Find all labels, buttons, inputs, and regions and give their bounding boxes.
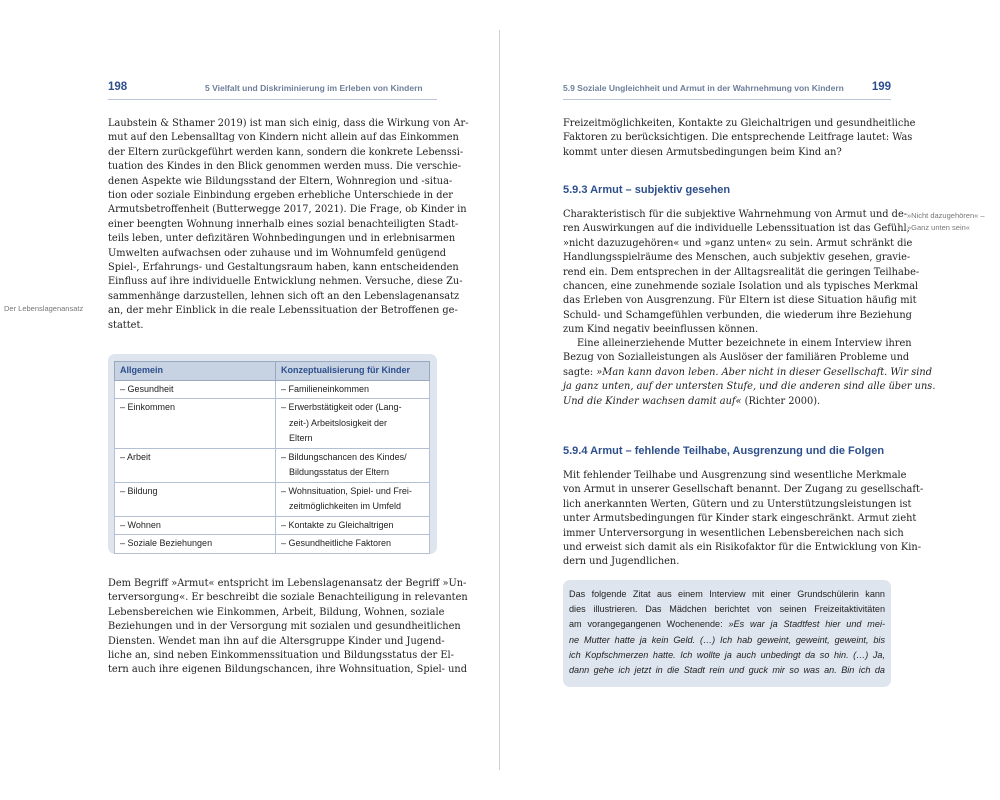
margin-note-lebenslagenansatz: Der Lebenslagenansatz: [4, 304, 84, 313]
text-line: dies illustrieren. Das Mädchen berichtet von seinen Freizeitaktivitäten: [569, 604, 885, 615]
table-cell: [276, 448, 430, 482]
text-line: tion oder soziale Einbindung ergeben erhebliche Unterschiede in der: [108, 190, 453, 202]
table-row: [115, 380, 430, 399]
text-line: »nicht dazuzugehören« und »ganz unten« zu sein. Armut schränkt die: [563, 237, 913, 249]
page-number-left: 198: [108, 81, 128, 93]
running-head-right: [563, 81, 891, 100]
text-line: [569, 617, 885, 632]
text-line: an, der mehr Einblick in die reale Lebenssituation der Betroffenen ge-: [108, 305, 458, 317]
text-line: Charakteristisch für die subjektive Wahrnehmung von Armut und de-: [563, 209, 908, 220]
table-header-row: [115, 362, 430, 381]
text-line: kommt unter diesen Armutsbedingungen beim Kind an?: [563, 146, 842, 158]
text-line: tern auch ihre eigenen Bildungschancen, ihre Wohnsituation, Spiel- und: [108, 664, 467, 676]
text-line: das Erleben von Ausgrenzung. Für Eltern ist diese Situation häufig mit: [563, 295, 917, 307]
text-line: Lebensbereichen wie Einkommen, Arbeit, Bildung, Wohnen, soziale: [108, 606, 445, 618]
table-cell: – Bildung: [115, 482, 276, 516]
text-line: und erweist sich damit als ein Risikofaktor für die Entwicklung von Kin-: [563, 542, 922, 554]
text-line: Eine alleinerziehende Mutter bezeichnete in einem Interview ihren: [577, 338, 912, 349]
table-row: [115, 482, 430, 516]
margin-note-line: »Ganz unten sein«: [907, 223, 970, 232]
table-cell: – Wohnen: [115, 516, 276, 535]
text-line: ren Auswirkungen auf die individuelle Lebenssituation ist das Gefühl,: [563, 223, 910, 235]
table-cell: [276, 482, 430, 516]
text-line: [563, 395, 891, 409]
text-line: rend ein. Dem entsprechen in der Alltagsrealität die geringen Teilhabe-: [563, 266, 920, 278]
text-line: Das folgende Zitat aus einem Interview mit einer Grundschülerin kann: [569, 589, 885, 599]
text-line: chancen, eine zunehmende soziale Isolation und als typisches Merkmal: [563, 281, 919, 293]
cell-line: – Gesundheitliche Faktoren: [281, 538, 392, 548]
text-segment: (Richter 2000).: [741, 395, 821, 407]
running-head-right-title: 5.9 Soziale Ungleichheit und Armut in der Wahrnehmung von Kindern: [563, 83, 844, 93]
right-paragraph-2: [563, 208, 920, 338]
heading-5-9-3: 5.9.3 Armut – subjektiv gesehen: [563, 184, 731, 196]
table-header-cell: Konzeptualisierung für Kinder: [276, 362, 430, 381]
text-line: Faktoren zu berücksichtigen. Die entsprechende Leitfrage lautet: Was: [563, 132, 913, 144]
text-line: einer beengten Wohnung innerhalb eines sozial benachteiligten Stadt-: [108, 218, 459, 230]
text-line: denen Aspekte wie Bildungsstand der Eltern, Wohnregion und -situa-: [108, 175, 453, 187]
quote-italic: ich Kopfschmerzen hatte. Ich wollte ja auch unbedingt da so hin. (…) Ja,: [569, 649, 885, 660]
quote-italic: dann gehe ich jetzt in die Stadt rein und guck mir so was an. Bin ich da: [569, 665, 885, 676]
lebenslagen-table: [114, 361, 430, 554]
interview-quote-box: [563, 580, 891, 687]
quote-italic: Und die Kinder wachsen damit auf«: [563, 395, 742, 407]
margin-note-line: »Nicht dazugehören« –: [907, 211, 985, 220]
page-number-right: 199: [871, 81, 891, 93]
text-line: liche an, sind neben Einkommenssituation und Bildungsstatus der El-: [108, 650, 454, 662]
table-row: [115, 516, 430, 535]
left-paragraph-2: [108, 577, 468, 678]
heading-5-9-4: 5.9.4 Armut – fehlende Teilhabe, Ausgrenzung und die Folgen: [563, 445, 885, 457]
text-line: [563, 366, 932, 380]
text-line: [569, 648, 885, 663]
right-paragraph-1: [563, 117, 916, 160]
text-line: stattet.: [108, 319, 144, 331]
text-line: tuation des Kindes in den Blick genommen werden muss. Die verschie-: [108, 161, 462, 173]
cell-line: – Wohnsituation, Spiel- und Frei-: [281, 485, 412, 496]
table-cell: [276, 535, 430, 554]
text-line: Freizeitmöglichkeiten, Kontakte zu Gleichaltrigen und gesundheitliche: [563, 118, 916, 129]
quote-italic: »Es war ja Stadtfest hier und mei-: [728, 619, 885, 630]
text-line: Spiel-, Erfahrungs- und Gestaltungsraum haben, kann entscheidenden: [108, 262, 459, 274]
text-line: Diensten. Wendet man ihn auf die Altersgruppe Kinder und Jugend-: [108, 635, 445, 647]
cell-line: – Kontakte zu Gleichaltrigen: [281, 519, 394, 530]
cell-line: – Familieneinkommen: [281, 383, 370, 394]
table-row: [115, 535, 430, 554]
text-line: Schuld- und Schamgefühlen verbunden, die wiederum ihre Beziehung: [563, 309, 912, 321]
text-line: Beziehungen und in der Versorgung mit sozialen und gesundheitlichen: [108, 621, 461, 633]
cell-line: zeit-) Arbeitslosigkeit der: [289, 417, 388, 428]
text-line: unter Armutsbedingungen für Kinder stark eingeschränkt. Armut zieht: [563, 513, 917, 525]
text-line: dern und Jugendlichen.: [563, 556, 680, 568]
text-line: terversorgung«. Er beschreibt die soziale Benachteiligung in relevanten: [108, 592, 468, 604]
text-line: [569, 663, 885, 678]
margin-note-nicht-dazugehoeren: [907, 210, 985, 234]
cell-line: – Erwerbstätigkeit oder (Lang-: [281, 402, 402, 412]
text-line: Dem Begriff »Armut« entspricht im Lebenslagenansatz der Begriff »Un-: [108, 578, 467, 589]
text-segment: am vorangegangenen Wochenende:: [569, 619, 729, 630]
text-line: lich anerkannten Werten, Gütern und zu Unterstützungsleistungen ist: [563, 498, 912, 510]
running-head-left-title: 5 Vielfalt und Diskriminierung im Erleben von Kindern: [205, 83, 423, 93]
quote-italic: ja ganz unten, auf der untersten Stufe, und die anderen sind alle über uns.: [563, 381, 936, 393]
text-line: zum Kind negativ beeinflussen können.: [563, 324, 759, 336]
lebenslagen-table-box: [108, 354, 437, 554]
text-line: Bezug von Sozialleistungen als Auslöser der familiären Probleme und: [563, 352, 910, 364]
text-line: Umwelten aufwachsen oder zuhause und im Wohnumfeld genügend: [108, 247, 447, 259]
right-paragraph-4: [563, 469, 924, 570]
text-line: Mit fehlender Teilhabe und Ausgrenzung sind wesentliche Merkmale: [563, 470, 907, 481]
text-line: Handlungsspielräume des Menschen, auch subjektiv gesehen, gravie-: [563, 252, 911, 264]
table-header-cell: Allgemein: [115, 362, 276, 381]
interview-quote-text: [569, 587, 885, 678]
table-cell: [276, 516, 430, 535]
cell-line: Bildungsstatus der Eltern: [289, 467, 390, 477]
table-row: [115, 399, 430, 449]
quote-italic: ne Mutter hatte ja kein Geld. (…) Ich hab geweint, geweint, geweint, bis: [569, 634, 885, 645]
text-line: mut auf den Lebensalltag von Kindern nicht allein auf das Einkommen: [108, 132, 459, 144]
cell-line: Eltern: [289, 433, 313, 443]
text-line: sammenhänge darzustellen, lehnen sich oft an den Lebenslagenansatz: [108, 290, 460, 302]
text-line: der Eltern zurückgeführt werden kann, sondern die konkrete Lebenssi-: [108, 146, 464, 158]
text-line: teils leben, unter defizitären Wohnbedingungen und in erlebnisarmen: [108, 233, 456, 245]
text-segment: sagte:: [563, 366, 597, 378]
quote-italic: »Man kann davon leben. Aber nicht in dieser Gesellschaft. Wir sind: [596, 366, 932, 378]
table-cell: – Soziale Beziehungen: [115, 535, 276, 554]
table-cell: [276, 399, 430, 449]
text-line: [563, 380, 936, 394]
cell-line: – Bildungschancen des Kindes/: [281, 451, 407, 462]
text-line: von Armut in unserer Gesellschaft benannt. Der Zugang zu gesellschaft-: [563, 484, 924, 496]
table-cell: – Einkommen: [115, 399, 276, 449]
table-cell: [276, 380, 430, 399]
left-paragraph-1: [108, 117, 469, 333]
text-line: Einfluss auf ihre individuelle Entwicklung nehmen. Versuche, diese Zu-: [108, 276, 463, 288]
text-line: Laubstein & Sthamer 2019) ist man sich einig, dass die Wirkung von Ar-: [108, 118, 469, 129]
table-cell: – Gesundheit: [115, 380, 276, 399]
text-line: Armutsbetroffenheit (Butterwegge 2017, 2021). Die Frage, ob Kinder in: [108, 204, 467, 216]
running-head-left: [108, 81, 437, 100]
text-line: immer Unterversorgung in wesentlichen Lebensbereichen nach sich: [563, 527, 904, 539]
page-gutter-divider: [499, 30, 500, 770]
table-row: [115, 448, 430, 482]
cell-line: zeitmöglichkeiten im Umfeld: [289, 501, 402, 511]
text-line: [569, 633, 885, 648]
table-cell: – Arbeit: [115, 448, 276, 482]
right-paragraph-3: [563, 337, 936, 409]
